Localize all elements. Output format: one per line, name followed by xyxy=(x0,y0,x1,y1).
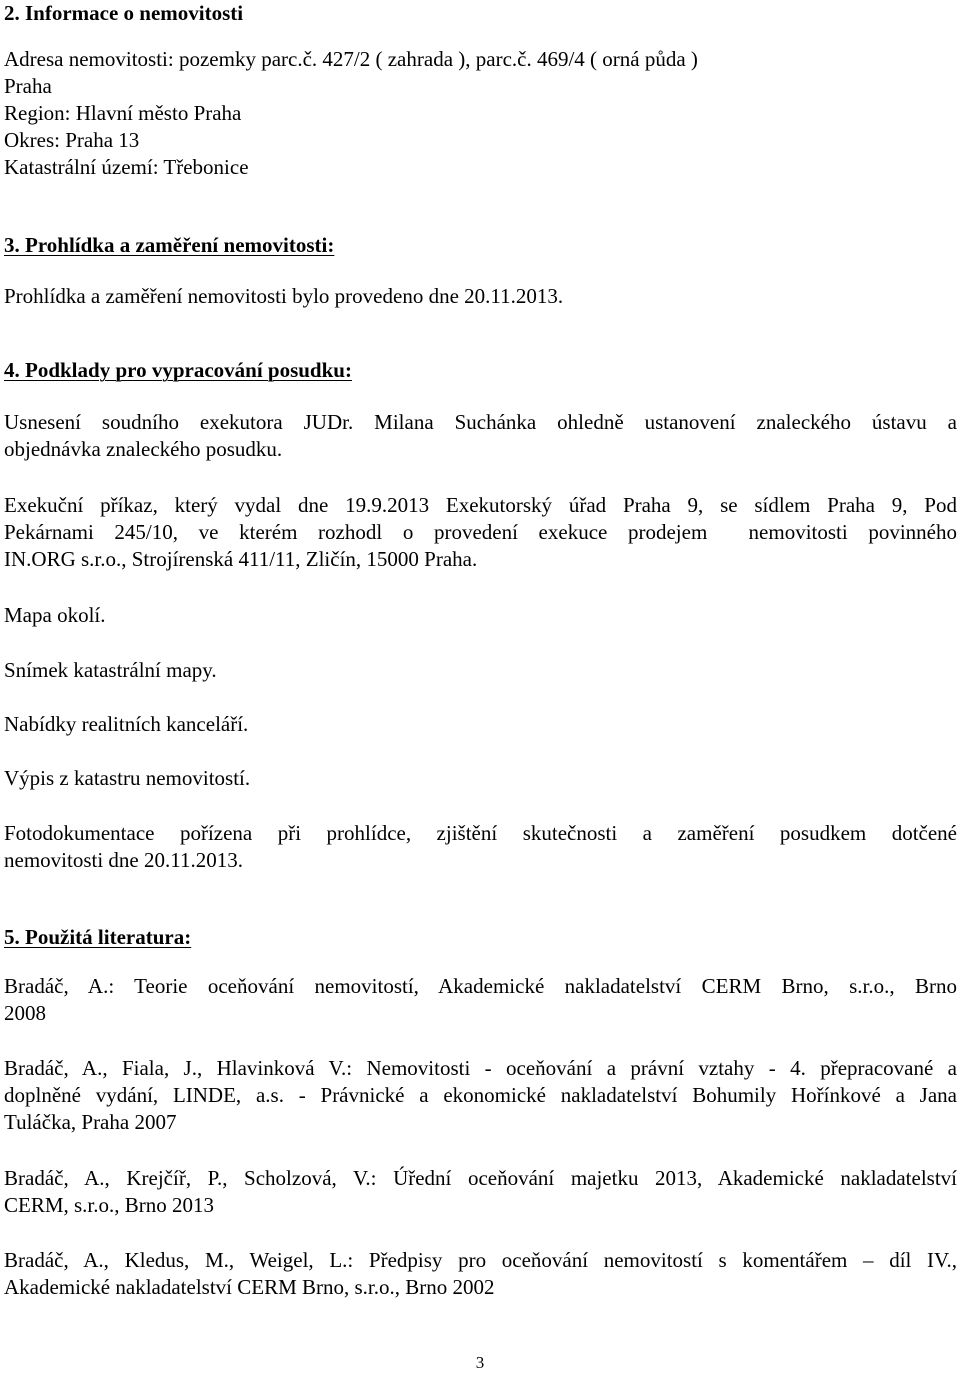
reference-3-line-1: Bradáč, A., Krejčíř, P., Scholzová, V.: Úřední oceňování majetku 2013, Akademické nakladatelství xyxy=(4,1166,957,1190)
source-cadastre-extract: Výpis z katastru nemovitostí. xyxy=(4,766,251,790)
source-cadastral-map: Snímek katastrální mapy. xyxy=(4,658,217,682)
section-5 xyxy=(4,924,957,951)
property-info xyxy=(4,46,957,181)
reference-2-line-3: Tuláčka, Praha 2007 xyxy=(4,1110,177,1134)
section-4-heading: 4. Podklady pro vypracování posudku: xyxy=(4,358,352,382)
section-3-heading: 3. Prohlídka a zaměření nemovitosti: xyxy=(4,233,335,257)
source-item-offers xyxy=(4,711,957,738)
property-region: Region: Hlavní město Praha xyxy=(4,101,242,125)
section-2-heading: 2. Informace o nemovitosti xyxy=(4,1,244,25)
photo-documentation-line-1: Fotodokumentace pořízena při prohlídce, zjištění skutečnosti a zaměření posudkem dotčené xyxy=(4,821,957,845)
page-number: 3 xyxy=(475,1353,485,1372)
reference-2-line-1: Bradáč, A., Fiala, J., Hlavinková V.: Nemovitosti - oceňování a právní vztahy - 4. přepracované a xyxy=(4,1056,957,1080)
reference-3 xyxy=(4,1165,957,1219)
inspection-text: Prohlídka a zaměření nemovitosti bylo provedeno dne 20.11.2013. xyxy=(4,284,564,308)
execution-order-paragraph xyxy=(4,492,957,573)
source-item-cadastral-map xyxy=(4,657,957,684)
inspection-text-block xyxy=(4,283,957,310)
photo-documentation-line-2: nemovitosti dne 20.11.2013. xyxy=(4,848,243,872)
source-map-surroundings: Mapa okolí. xyxy=(4,603,106,627)
reference-1 xyxy=(4,973,957,1027)
property-city: Praha xyxy=(4,74,52,98)
reference-4-line-1: Bradáč, A., Kledus, M., Weigel, L.: Předpisy pro oceňování nemovitostí s komentářem – díl IV., xyxy=(4,1248,957,1272)
resolution-line-2: objednávka znaleckého posudku. xyxy=(4,437,283,461)
photo-documentation-paragraph xyxy=(4,820,957,874)
execution-order-line-2: Pekárnami 245/10, ve kterém rozhodl o provedení exekuce prodejem nemovitosti povinného xyxy=(4,520,957,544)
reference-1-line-2: 2008 xyxy=(4,1001,46,1025)
section-4 xyxy=(4,357,957,384)
section-2 xyxy=(4,0,957,27)
property-address: Adresa nemovitosti: pozemky parc.č. 427/2 ( zahrada ), parc.č. 469/4 ( orná půda ) xyxy=(4,47,698,71)
source-real-estate-offers: Nabídky realitních kanceláří. xyxy=(4,712,249,736)
reference-2 xyxy=(4,1055,957,1136)
reference-2-line-2: doplněné vydání, LINDE, a.s. - Právnické a ekonomické nakladatelství Bohumily Hořínkové a Jana xyxy=(4,1083,957,1107)
property-cadastral-area: Katastrální území: Třebonice xyxy=(4,155,249,179)
reference-4 xyxy=(4,1247,957,1301)
reference-4-line-2: Akademické nakladatelství CERM Brno, s.r.o., Brno 2002 xyxy=(4,1275,495,1299)
resolution-line-1: Usnesení soudního exekutora JUDr. Milana Suchánka ohledně ustanovení znaleckého ústavu a xyxy=(4,410,957,434)
reference-1-line-1: Bradáč, A.: Teorie oceňování nemovitostí, Akademické nakladatelství CERM Brno, s.r.o., Brno xyxy=(4,974,957,998)
source-item-map xyxy=(4,602,957,629)
execution-order-line-3: IN.ORG s.r.o., Strojírenská 411/11, Zličín, 15000 Praha. xyxy=(4,547,478,571)
section-5-heading: 5. Použitá literatura: xyxy=(4,925,192,949)
source-item-extract xyxy=(4,765,957,792)
section-3 xyxy=(4,232,957,259)
execution-order-line-1: Exekuční příkaz, který vydal dne 19.9.2013 Exekutorský úřad Praha 9, se sídlem Praha 9, Pod xyxy=(4,493,957,517)
resolution-paragraph xyxy=(4,409,957,463)
property-district: Okres: Praha 13 xyxy=(4,128,140,152)
reference-3-line-2: CERM, s.r.o., Brno 2013 xyxy=(4,1193,215,1217)
